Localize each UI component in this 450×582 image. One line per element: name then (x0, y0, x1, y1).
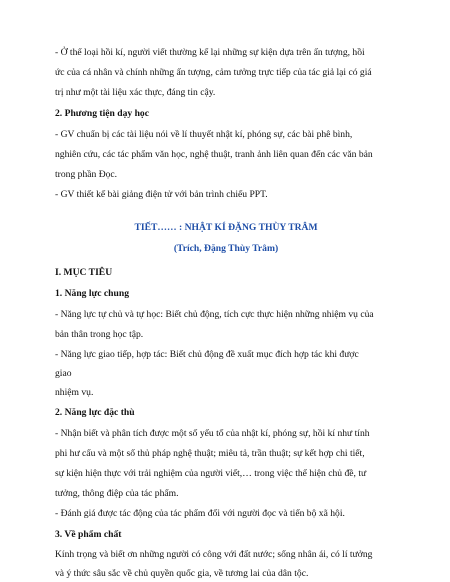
intro-line: trị như một tài liệu xác thực, đáng tin cậy. (55, 87, 216, 98)
paragraph-line: sự kiện hiện thực với trải nghiệm của người viết,… trong việc thể hiện chủ đề, tư (55, 468, 367, 479)
paragraph-line: phi hư cấu và một số thủ pháp nghệ thuật; miêu tả, trần thuật; sự kết hợp chi tiết, (55, 448, 365, 459)
paragraph-line: Kính trọng và biết ơn những người có công với đất nước; sống nhân ái, có lí tưởng (55, 549, 373, 560)
paragraph-line: - Nhận biết và phân tích được một số yếu tố của nhật kí, phóng sự, hồi kí như tính (55, 428, 370, 439)
lesson-title: TIẾT…… : NHẬT KÍ ĐẶNG THÙY TRÂM (134, 222, 318, 233)
subsection-heading: 2. Năng lực đặc thù (55, 407, 135, 418)
lesson-subtitle: (Trích, Đặng Thùy Trâm) (173, 243, 279, 254)
subsection-heading: 3. Về phẩm chất (55, 529, 122, 540)
intro-line: ức của cá nhân và chính những ấn tượng, cảm tưởng trực tiếp của tác giả lại có giá (55, 67, 372, 78)
paragraph-line: - GV thiết kế bài giảng điện tử với bản trình chiếu PPT. (55, 189, 268, 200)
paragraph-line: bản thân trong học tập. (55, 329, 144, 340)
paragraph-line: giao (55, 368, 72, 379)
paragraph-line: - Năng lực giao tiếp, hợp tác: Biết chủ động đề xuất mục đích hợp tác khi được (55, 349, 359, 360)
paragraph-line: nhiệm vụ. (55, 387, 94, 398)
subsection-heading: 1. Năng lực chung (55, 288, 129, 299)
paragraph-line: - Năng lực tự chủ và tự học: Biết chủ động, tích cực thực hiện những nhiệm vụ của (55, 309, 374, 320)
paragraph-line: tưởng, thông điệp của tác phẩm. (55, 488, 179, 499)
paragraph-line: trong phần Đọc. (55, 169, 118, 180)
paragraph-line: - Đánh giá được tác động của tác phẩm đối với người đọc và tiến bộ xã hội. (55, 508, 345, 519)
intro-line: - Ở thể loại hồi kí, người viết thường kể lại những sự kiện dựa trên ấn tượng, hồi (55, 47, 365, 58)
paragraph-line: và ý thức sâu sắc về chủ quyền quốc gia, về tương lai của dân tộc. (55, 568, 309, 579)
section-heading: 2. Phương tiện dạy học (55, 108, 149, 119)
paragraph-line: - GV chuẩn bị các tài liệu nói về lí thuyết nhật kí, phóng sự, các bài phê bình, (55, 129, 353, 140)
section-heading: I. MỤC TIÊU (55, 267, 113, 278)
paragraph-line: nghiên cứu, các tác phẩm văn học, nghệ thuật, tranh ảnh liên quan đến các văn bản (55, 149, 373, 160)
